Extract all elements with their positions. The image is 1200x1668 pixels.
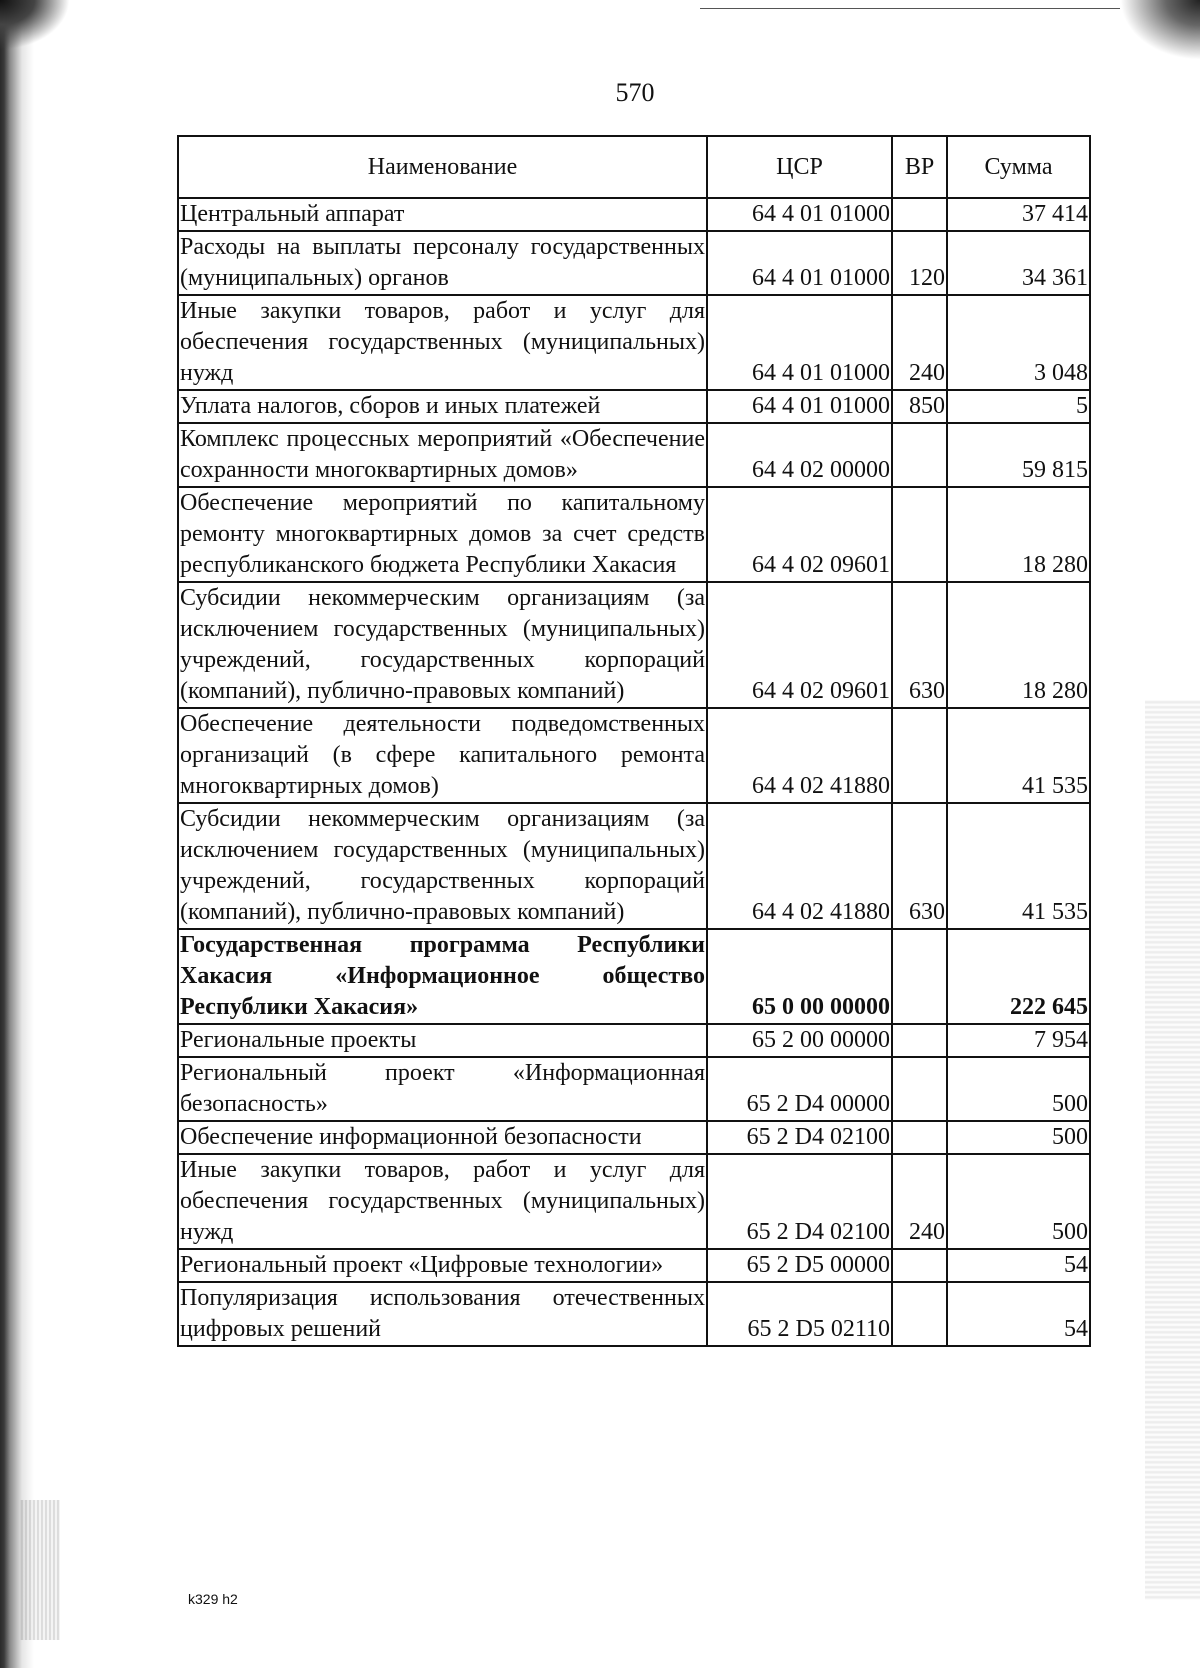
cell-csr: 64 4 02 09601 <box>707 582 892 708</box>
cell-name: Государственная программа Республики Хакасия «Информационное общество Республики Хакасия» <box>178 929 707 1024</box>
page-number: 570 <box>615 78 655 107</box>
header-sum: Сумма <box>947 136 1090 198</box>
cell-sum: 7 954 <box>947 1024 1090 1057</box>
cell-name: Популяризация использования отечественных цифровых решений <box>178 1282 707 1346</box>
cell-vr <box>892 1282 947 1346</box>
cell-sum: 18 280 <box>947 487 1090 582</box>
cell-vr <box>892 1249 947 1282</box>
cell-csr: 65 0 00 00000 <box>707 929 892 1024</box>
cell-sum: 41 535 <box>947 803 1090 929</box>
cell-vr: 120 <box>892 231 947 295</box>
table-row <box>178 423 1090 487</box>
cell-csr: 64 4 01 01000 <box>707 231 892 295</box>
scan-left-edge <box>0 0 34 1668</box>
cell-vr <box>892 423 947 487</box>
cell-sum: 222 645 <box>947 929 1090 1024</box>
cell-csr: 65 2 D5 00000 <box>707 1249 892 1282</box>
table-row <box>178 295 1090 390</box>
cell-sum: 500 <box>947 1154 1090 1249</box>
cell-sum: 500 <box>947 1057 1090 1121</box>
cell-name: Обеспечение информационной безопасности <box>178 1121 707 1154</box>
scan-top-rule <box>700 8 1120 9</box>
cell-name: Комплекс процессных мероприятий «Обеспечение сохранности многоквартирных домов» <box>178 423 707 487</box>
cell-vr <box>892 1024 947 1057</box>
cell-csr: 65 2 D4 00000 <box>707 1057 892 1121</box>
cell-vr: 240 <box>892 1154 947 1249</box>
table-row <box>178 929 1090 1024</box>
table-row <box>178 1121 1090 1154</box>
table-row <box>178 198 1090 231</box>
cell-csr: 64 4 02 41880 <box>707 708 892 803</box>
cell-csr: 64 4 01 01000 <box>707 390 892 423</box>
table-body <box>178 198 1090 1346</box>
cell-csr: 64 4 01 01000 <box>707 295 892 390</box>
cell-vr <box>892 487 947 582</box>
table-row <box>178 582 1090 708</box>
cell-name: Региональный проект «Информационная безопасность» <box>178 1057 707 1121</box>
cell-name: Субсидии некоммерческим организациям (за исключением государственных (муниципальных) учреждений, государственных корпораций (компаний), публично-правовых компаний) <box>178 803 707 929</box>
scan-noise <box>1145 700 1200 1600</box>
cell-name: Иные закупки товаров, работ и услуг для обеспечения государственных (муниципальных) нужд <box>178 295 707 390</box>
cell-csr: 64 4 02 09601 <box>707 487 892 582</box>
cell-csr: 65 2 D5 02110 <box>707 1282 892 1346</box>
table-row <box>178 1057 1090 1121</box>
header-csr: ЦСР <box>707 136 892 198</box>
header-vr: ВР <box>892 136 947 198</box>
cell-name: Расходы на выплаты персоналу государственных (муниципальных) органов <box>178 231 707 295</box>
table-row <box>178 803 1090 929</box>
cell-sum: 5 <box>947 390 1090 423</box>
scan-corner-shadow <box>1120 0 1200 60</box>
table-row <box>178 1282 1090 1346</box>
cell-sum: 54 <box>947 1282 1090 1346</box>
cell-vr: 850 <box>892 390 947 423</box>
cell-name: Субсидии некоммерческим организациям (за исключением государственных (муниципальных) учреждений, государственных корпораций (компаний), публично-правовых компаний) <box>178 582 707 708</box>
table-header-row <box>178 136 1090 198</box>
table-row <box>178 1249 1090 1282</box>
cell-csr: 65 2 D4 02100 <box>707 1154 892 1249</box>
cell-name: Обеспечение деятельности подведомственных организаций (в сфере капитального ремонта многоквартирных домов) <box>178 708 707 803</box>
cell-csr: 64 4 02 00000 <box>707 423 892 487</box>
cell-name: Центральный аппарат <box>178 198 707 231</box>
cell-sum: 54 <box>947 1249 1090 1282</box>
cell-vr <box>892 1057 947 1121</box>
cell-csr: 64 4 01 01000 <box>707 198 892 231</box>
table-row <box>178 1154 1090 1249</box>
cell-sum: 500 <box>947 1121 1090 1154</box>
cell-vr: 630 <box>892 803 947 929</box>
table-row <box>178 708 1090 803</box>
cell-name: Региональные проекты <box>178 1024 707 1057</box>
table-row <box>178 231 1090 295</box>
scan-noise <box>20 1500 60 1640</box>
cell-name: Иные закупки товаров, работ и услуг для обеспечения государственных (муниципальных) нужд <box>178 1154 707 1249</box>
cell-csr: 65 2 D4 02100 <box>707 1121 892 1154</box>
cell-vr <box>892 708 947 803</box>
cell-name: Обеспечение мероприятий по капитальному ремонту многоквартирных домов за счет средств республиканского бюджета Республики Хакасия <box>178 487 707 582</box>
cell-sum: 3 048 <box>947 295 1090 390</box>
cell-sum: 18 280 <box>947 582 1090 708</box>
scan-corner-shadow <box>0 0 70 50</box>
cell-vr: 240 <box>892 295 947 390</box>
cell-sum: 37 414 <box>947 198 1090 231</box>
footer-code: k329 h2 <box>188 1591 238 1607</box>
cell-name: Региональный проект «Цифровые технологии» <box>178 1249 707 1282</box>
cell-sum: 59 815 <box>947 423 1090 487</box>
cell-vr <box>892 198 947 231</box>
table-row <box>178 487 1090 582</box>
cell-vr <box>892 1121 947 1154</box>
cell-csr: 65 2 00 00000 <box>707 1024 892 1057</box>
cell-csr: 64 4 02 41880 <box>707 803 892 929</box>
table-row <box>178 1024 1090 1057</box>
table-row <box>178 390 1090 423</box>
header-name: Наименование <box>178 136 707 198</box>
cell-name: Уплата налогов, сборов и иных платежей <box>178 390 707 423</box>
budget-table <box>177 135 1091 1347</box>
cell-vr: 630 <box>892 582 947 708</box>
cell-vr <box>892 929 947 1024</box>
cell-sum: 34 361 <box>947 231 1090 295</box>
cell-sum: 41 535 <box>947 708 1090 803</box>
